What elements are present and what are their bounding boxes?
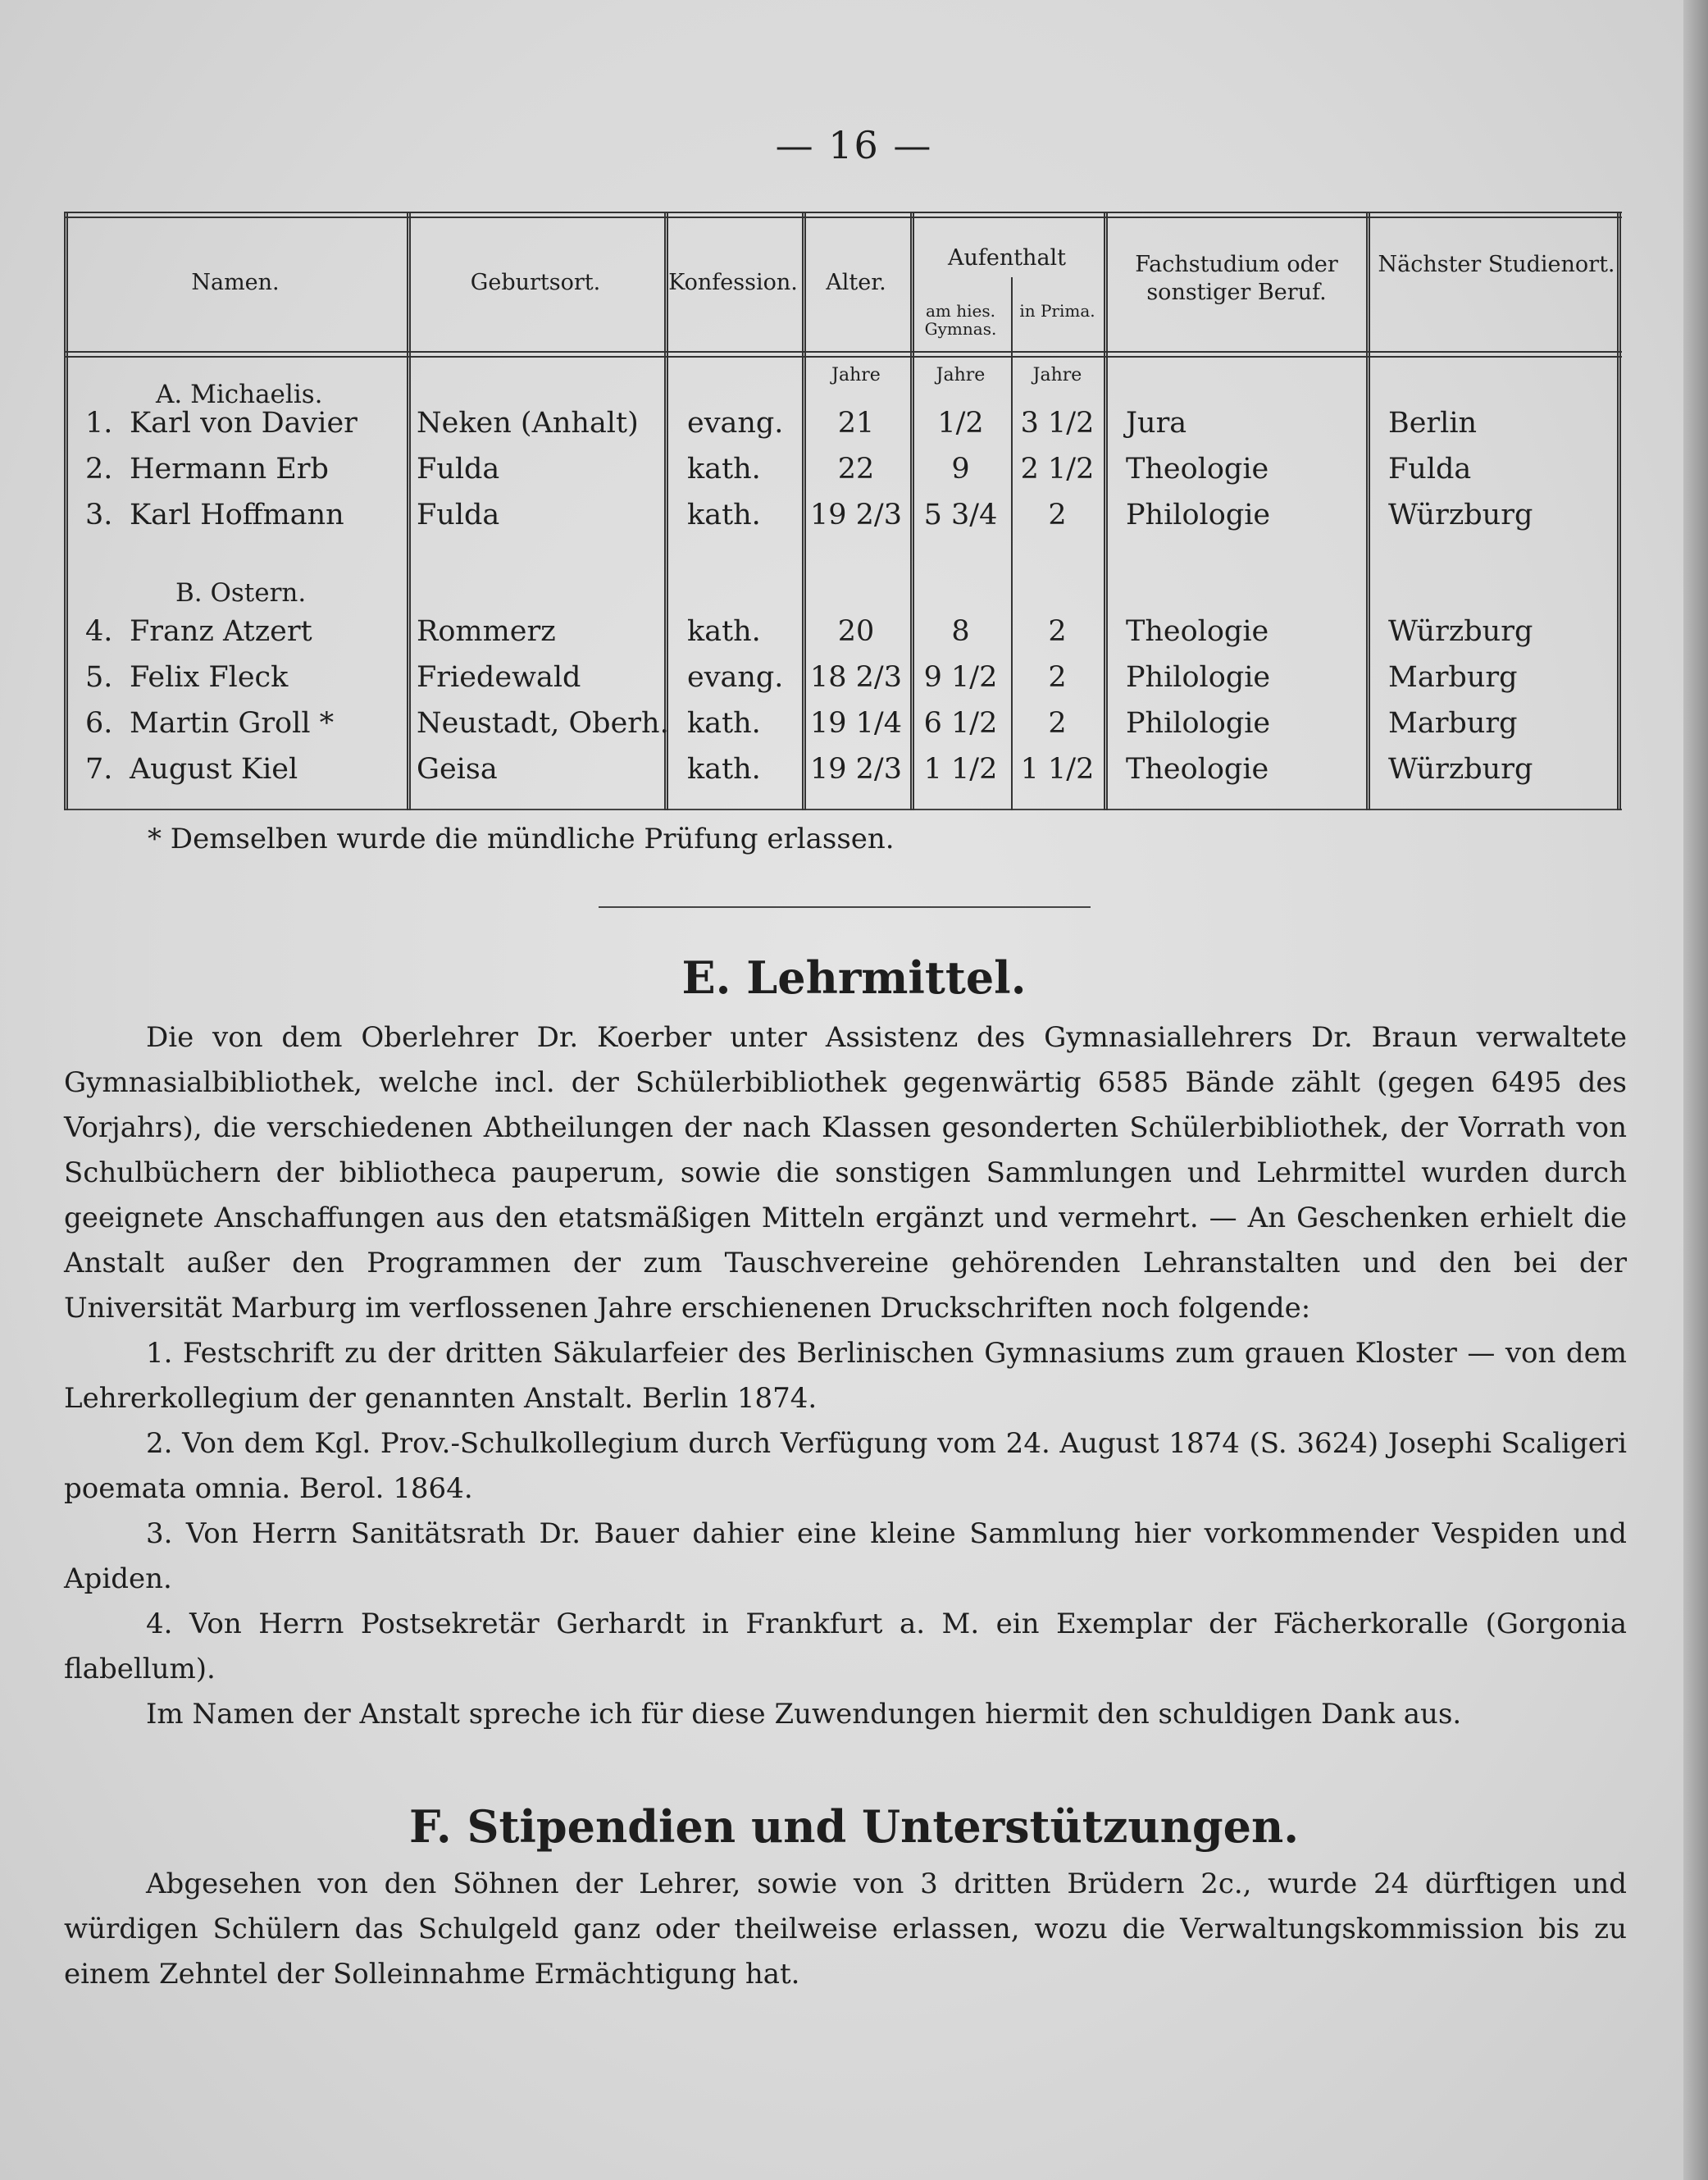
section-title-lehrmittel: E. Lehrmittel. — [681, 951, 1027, 1004]
table-cell-gymn: 9 — [951, 453, 970, 486]
table-cell-fach: Jura — [1126, 407, 1187, 440]
table-cell-studienort: Fulda — [1388, 453, 1472, 486]
table-cell-prima: 3 1/2 — [1020, 407, 1095, 440]
header-aufenthalt-gymnasium: am hies. Gymnas. — [924, 301, 997, 339]
table-cell-name: Karl Hoffmann — [130, 499, 344, 531]
group-label-michaelis: A. Michaelis. — [156, 380, 323, 409]
lehrmittel-item-1: 1. Festschrift zu der dritten Säkularfeier des Berlinischen Gymnasiums zum grauen Kloster — von dem Lehrerkollegium der genannten Anstalt. Berlin 1874. — [64, 1337, 1627, 1415]
header-geburtsort: Geburtsort. — [470, 270, 601, 295]
table-cell-prima: 2 — [1048, 707, 1067, 740]
table-cell-name: Felix Fleck — [130, 661, 289, 694]
table-cell-nr: 6. — [85, 707, 113, 740]
unit-jahre-gymnasium: Jahre — [936, 365, 986, 385]
lehrmittel-item-4: 4. Von Herrn Postsekretär Gerhardt in Frankfurt a. M. ein Exemplar der Fächerkoralle (Gorgonia flabellum). — [64, 1608, 1627, 1685]
table-cell-gymn: 8 — [951, 615, 970, 648]
table-cell-alter: 19 1/4 — [810, 707, 902, 740]
table-cell-gymn: 6 1/2 — [923, 707, 998, 740]
table-cell-alter: 19 2/3 — [810, 753, 902, 786]
table-cell-nr: 4. — [85, 615, 113, 648]
table-cell-studienort: Würzburg — [1388, 615, 1533, 648]
table-cell-name: Franz Atzert — [130, 615, 312, 648]
table-cell-nr: 2. — [85, 453, 113, 486]
table-cell-ort: Geisa — [417, 753, 498, 786]
unit-jahre-alter: Jahre — [831, 365, 881, 385]
table-cell-konf: kath. — [687, 707, 761, 740]
table-cell-konf: kath. — [687, 615, 761, 648]
table-cell-ort: Neken (Anhalt) — [417, 407, 639, 440]
lehrmittel-item-3: 3. Von Herrn Sanitätsrath Dr. Bauer dahier eine kleine Sammlung hier vorkommender Vespiden und Apiden. — [64, 1517, 1627, 1595]
table-cell-studienort: Würzburg — [1388, 499, 1533, 531]
table-cell-konf: kath. — [687, 753, 761, 786]
lehrmittel-closing: Im Namen der Anstalt spreche ich für diese Zuwendungen hiermit den schuldigen Dank aus. — [146, 1698, 1462, 1731]
table-cell-alter: 21 — [837, 407, 875, 440]
header-alter: Alter. — [826, 270, 886, 295]
table-cell-konf: evang. — [687, 661, 784, 694]
table-cell-fach: Philologie — [1126, 499, 1271, 531]
table-cell-fach: Philologie — [1126, 661, 1271, 694]
table-cell-nr: 7. — [85, 753, 113, 786]
table-cell-gymn: 5 3/4 — [923, 499, 998, 531]
section-title-stipendien: F. Stipendien und Unterstützungen. — [408, 1800, 1300, 1853]
table-cell-gymn: 1 1/2 — [923, 753, 998, 786]
table-cell-nr: 5. — [85, 661, 113, 694]
table-cell-ort: Fulda — [417, 499, 500, 531]
table-cell-studienort: Würzburg — [1388, 753, 1533, 786]
table-cell-ort: Rommerz — [417, 615, 556, 648]
header-konfession: Konfession. — [668, 270, 798, 295]
header-studienort: Nächster Studienort. — [1378, 252, 1615, 277]
table-cell-studienort: Marburg — [1388, 661, 1518, 694]
table-cell-gymn: 1/2 — [937, 407, 984, 440]
table-cell-name: Karl von Davier — [130, 407, 358, 440]
header-namen: Namen. — [191, 270, 280, 295]
table-cell-studienort: Marburg — [1388, 707, 1518, 740]
header-aufenthalt: Aufenthalt — [947, 245, 1067, 271]
lehrmittel-intro: Die von dem Oberlehrer Dr. Koerber unter Assistenz des Gymnasiallehrers Dr. Braun verwaltete Gymnasialbibliothek, welche incl. der Schülerbibliothek gegenwärtig 6585 Bände zählt (gegen 6495 des Vorjahrs), die verschiedenen Abtheilungen der nach Klassen gesonderten Schülerbibliothek, der Vorrath von Schulbüchern der bibliotheca pauperum, sowie die sonstigen Sammlungen und Lehrmittel wurden durch geeignete Anschaffungen aus den etatsmäßigen Mitteln ergänzt und vermehrt. — An Geschenken erhielt die Anstalt außer den Programmen der zum Tauschvereine gehörenden Lehranstalten und den bei der Universität Marburg im verflossenen Jahre erschienenen Druckschriften noch folgende: — [64, 1021, 1627, 1325]
table-cell-fach: Theologie — [1126, 615, 1269, 648]
table-cell-alter: 22 — [837, 453, 875, 486]
table-cell-fach: Philologie — [1126, 707, 1271, 740]
table-cell-konf: evang. — [687, 407, 784, 440]
header-aufenthalt-prima: in Prima. — [1019, 301, 1095, 321]
table-cell-konf: kath. — [687, 453, 761, 486]
table-footnote: * Demselben wurde die mündliche Prüfung erlassen. — [148, 823, 895, 855]
table-cell-ort: Neustadt, Oberh. — [417, 707, 669, 740]
table-cell-name: Martin Groll * — [130, 707, 335, 740]
table-cell-fach: Theologie — [1126, 753, 1269, 786]
table-cell-fach: Theologie — [1126, 453, 1269, 486]
header-fachstudium: Fachstudium oder sonstiger Beruf. — [1135, 252, 1338, 305]
table-cell-name: August Kiel — [130, 753, 298, 786]
table-cell-konf: kath. — [687, 499, 761, 531]
table-cell-alter: 20 — [837, 615, 875, 648]
table-cell-prima: 2 — [1048, 661, 1067, 694]
table-cell-ort: Friedewald — [417, 661, 581, 694]
table-cell-gymn: 9 1/2 — [923, 661, 998, 694]
table-cell-studienort: Berlin — [1388, 407, 1478, 440]
table-cell-alter: 19 2/3 — [810, 499, 902, 531]
table-cell-nr: 3. — [85, 499, 113, 531]
stipendien-text: Abgesehen von den Söhnen der Lehrer, sowie von 3 dritten Brüdern 2c., wurde 24 dürftigen und würdigen Schülern das Schulgeld ganz oder theilweise erlassen, wozu die Verwaltungskommission bis zu einem Zehntel der Solleinnahme Ermächtigung hat. — [64, 1868, 1627, 1991]
graduates-table — [64, 212, 1622, 810]
table-cell-name: Hermann Erb — [130, 453, 329, 486]
table-cell-prima: 2 1/2 — [1020, 453, 1095, 486]
table-cell-prima: 2 — [1048, 615, 1067, 648]
table-cell-ort: Fulda — [417, 453, 500, 486]
group-label-ostern: B. Ostern. — [175, 578, 307, 608]
unit-jahre-prima: Jahre — [1032, 365, 1082, 385]
lehrmittel-item-2: 2. Von dem Kgl. Prov.-Schulkollegium durch Verfügung vom 24. August 1874 (S. 3624) Josephi Scaligeri poemata omnia. Berol. 1864. — [64, 1427, 1627, 1505]
table-cell-nr: 1. — [85, 407, 113, 440]
page-edge-shadow — [1683, 0, 1708, 2180]
section-divider — [599, 906, 1091, 908]
table-cell-prima: 2 — [1048, 499, 1067, 531]
table-cell-prima: 1 1/2 — [1020, 753, 1095, 786]
table-cell-alter: 18 2/3 — [810, 661, 902, 694]
page-number: — 16 — — [775, 123, 933, 167]
